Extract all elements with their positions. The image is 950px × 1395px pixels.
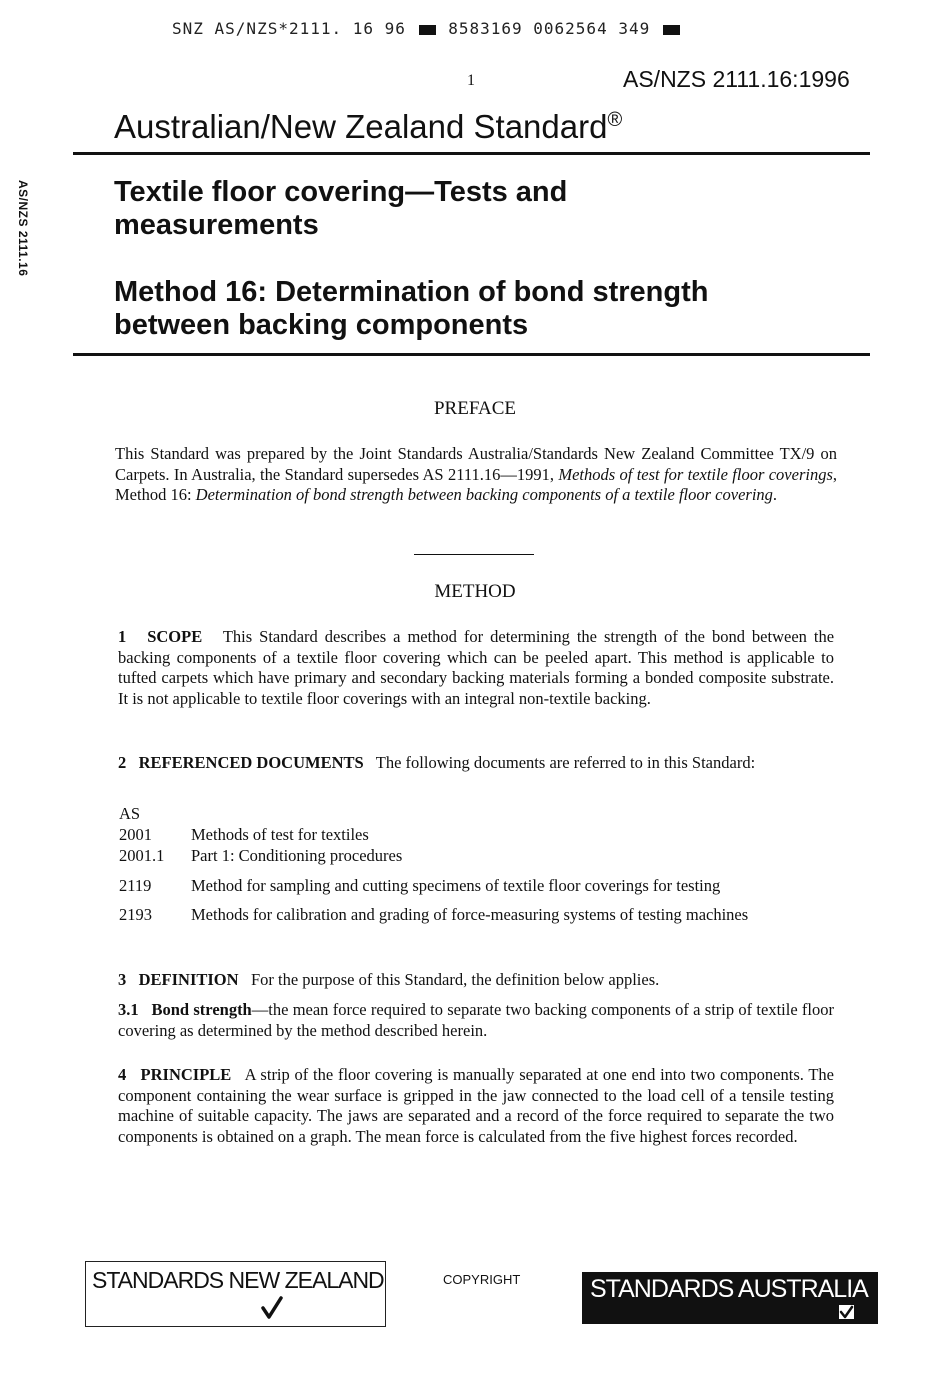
redaction-block bbox=[419, 25, 436, 35]
preface-text-3: . bbox=[772, 485, 778, 504]
section-scope bbox=[118, 627, 834, 709]
document-id: AS/NZS 2111.16:1996 bbox=[623, 66, 850, 92]
principle-number: 4 bbox=[118, 1065, 127, 1084]
definition-text: For the purpose of this Standard, the definition below applies. bbox=[250, 970, 660, 989]
preface-text-2: , Method 16: bbox=[115, 464, 837, 504]
reference-code: 2001 bbox=[119, 825, 152, 844]
method-line-1: Method 16: Determination of bond strength bbox=[114, 276, 709, 308]
definition-number: 3 bbox=[118, 970, 127, 989]
bottom-title-rule bbox=[73, 353, 870, 356]
principle-text: A strip of the floor covering is manually separated at one end into two components. The component containing the wear surface is gripped in the jaw connected to the load cell of a tensile testing machine of suitable capacity. The jaws are separated and a record of the force required to separate the two components is obtained on a graph. The mean force is calculated from the five highest forces recorded. bbox=[118, 1065, 834, 1146]
registered-mark: ® bbox=[607, 109, 623, 131]
section-divider bbox=[414, 554, 534, 555]
reference-title: Methods of test for textiles bbox=[191, 825, 369, 844]
preface-heading: PREFACE bbox=[433, 398, 516, 419]
standard-title-text: Australian/New Zealand Standard bbox=[114, 108, 608, 145]
section-principle bbox=[118, 1065, 834, 1147]
preface-italic-1: Methods of test for textile floor coverings bbox=[558, 464, 833, 484]
section-definition bbox=[118, 970, 834, 991]
references-text: The following documents are referred to in this Standard: bbox=[375, 753, 756, 772]
preface-text-1: This Standard was prepared by the Joint Standards Australia/Standards New Zealand Committee TX/9 on Carpets. In Australia, the Standard supersedes AS 2111.16—1991, bbox=[115, 444, 837, 484]
scope-text: This Standard describes a method for determining the strength of the bond between the backing components of a textile floor covering which can be peeled apart. This method is applicable to tufted carpets which have primary and secondary backing materials forming a bonded composite substrate. It is not applicable to textile floor coverings with an integral non-textile backing. bbox=[118, 627, 835, 708]
scope-number: 1 bbox=[118, 627, 127, 646]
title-line-1: Textile floor covering—Tests and bbox=[114, 176, 568, 208]
standards-new-zealand-logo bbox=[85, 1261, 386, 1327]
preface-italic-2: Determination of bond strength between backing components of a textile floor covering bbox=[195, 485, 773, 504]
references-number: 2 bbox=[118, 753, 127, 772]
snz-logo-text: STANDARDS NEW ZEALAND bbox=[92, 1267, 384, 1293]
principle-title: PRINCIPLE bbox=[140, 1065, 232, 1084]
reference-code: 2193 bbox=[119, 905, 152, 924]
definition-bond-strength bbox=[118, 1000, 834, 1041]
reference-code: 2001.1 bbox=[119, 846, 165, 865]
references-title: REFERENCED DOCUMENTS bbox=[138, 753, 364, 772]
sa-logo-text: STANDARDS AUSTRALIA bbox=[590, 1275, 868, 1303]
definition-3-1-term: Bond strength bbox=[151, 1000, 252, 1019]
section-references bbox=[118, 753, 834, 774]
title-line-2: measurements bbox=[114, 209, 319, 241]
redaction-block bbox=[663, 25, 680, 35]
standards-australia-logo bbox=[582, 1272, 878, 1324]
definition-3-1-number: 3.1 bbox=[118, 1000, 139, 1019]
top-rule bbox=[73, 152, 870, 155]
scan-header bbox=[172, 19, 682, 38]
check-mark-icon bbox=[260, 1296, 284, 1320]
scan-header-part1: SNZ AS/NZS*2111. 16 96 bbox=[172, 19, 406, 38]
page-number: 1 bbox=[467, 72, 475, 89]
check-box-icon bbox=[839, 1305, 854, 1319]
side-label: AS/NZS 2111.16 bbox=[16, 180, 30, 277]
preface-text bbox=[115, 444, 837, 506]
standard-title bbox=[114, 108, 622, 146]
document-title bbox=[114, 176, 834, 242]
method-line-2: between backing components bbox=[114, 309, 529, 341]
scope-title: SCOPE bbox=[147, 627, 203, 646]
definition-3-1-text: —the mean force required to separate two backing components of a strip of textile floor covering as determined by the method described herein. bbox=[118, 1000, 835, 1040]
reference-title: Method for sampling and cutting specimens of textile floor coverings for testing bbox=[191, 876, 721, 895]
scan-header-part2: 8583169 0062564 349 bbox=[448, 19, 651, 38]
method-title bbox=[114, 276, 834, 342]
group-label: AS bbox=[119, 804, 141, 823]
definition-title: DEFINITION bbox=[138, 970, 239, 989]
reference-code: 2119 bbox=[119, 876, 152, 895]
reference-title: Part 1: Conditioning procedures bbox=[191, 846, 403, 865]
method-heading: METHOD bbox=[434, 581, 516, 602]
copyright-label: COPYRIGHT bbox=[443, 1272, 521, 1287]
reference-title: Methods for calibration and grading of force-measuring systems of testing machines bbox=[191, 905, 749, 924]
